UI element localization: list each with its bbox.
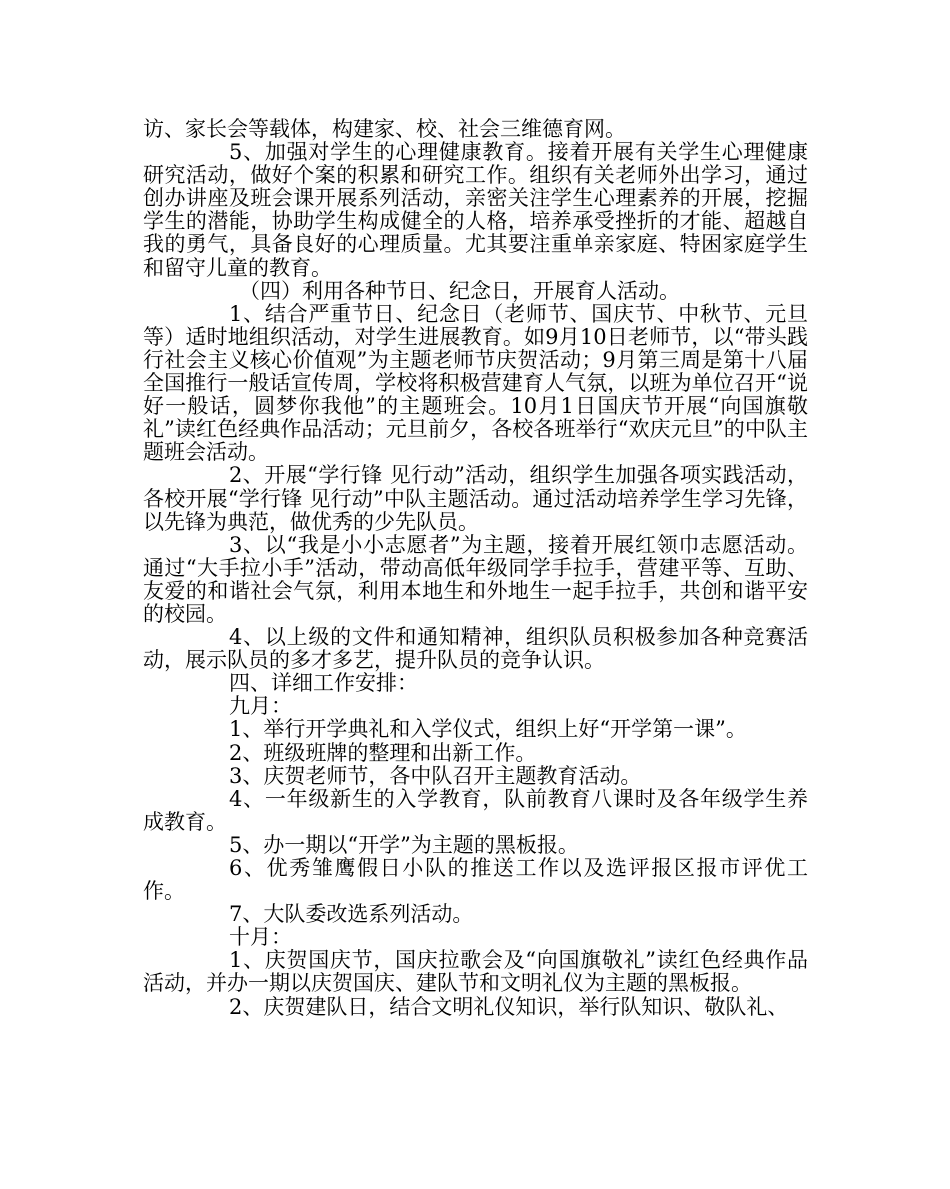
section-heading: （四）利用各种节日、纪念日，开展育人活动。	[239, 278, 680, 303]
month-heading: 十月：	[229, 925, 292, 950]
document-body	[143, 118, 808, 1019]
list-item: 5、办一期以“开学”为主题的黑板报。	[229, 832, 579, 857]
paragraph: 访、家长会等载体，构建家、校、社会三维德育网。	[143, 117, 626, 141]
list-item: 1、举行开学典礼和入学仪式，组织上好“开学第一课”。	[229, 717, 747, 742]
paragraph: 1、结合严重节日、纪念日（老师节、国庆节、中秋节、元旦等）适时地组织活动，对学生进展教育。如9月10日老师节，以“带头践行社会主义核心价值观”为主题老师节庆贺活动；9月第三周是第十八届全国推行一般话宣传周，学校将积极营建育人气氛，以班为单位召开“说好一般话，圆梦你我他”的主题班会。10月1日国庆节开展“向国旗敬礼”读红色经典作品活动；元旦前夕，各校各班举行“欢庆元旦”的中队主题班会活动。	[143, 301, 808, 465]
paragraph: 5、加强对学生的心理健康教育。接着开展有关学生心理健康研究活动，做好个案的积累和研究工作。组织有关老师外出学习，通过创办讲座及班会课开展系列活动，亲密关注学生心理素养的开展，挖掘学生的潜能，协助学生构成健全的人格，培养承受挫折的才能、超越自我的勇气，具备良好的心理质量。尤其要注重单亲家庭、特困家庭学生和留守儿童的教育。	[143, 140, 808, 280]
list-item: 7、大队委改选系列活动。	[229, 902, 474, 927]
list-item: 3、庆贺老师节，各中队召开主题教育活动。	[229, 763, 642, 788]
list-item: 2、班级班牌的整理和出新工作。	[229, 740, 537, 765]
list-item: 6、优秀雏鹰假日小队的推送工作以及选评报区报市评优工作。	[143, 856, 808, 904]
paragraph: 4、以上级的文件和通知精神，组织队员积极参加各种竞赛活动，展示队员的多才多艺，提升队员的竞争认识。	[143, 625, 808, 673]
paragraph: 2、开展“学行锋 见行动”活动，组织学生加强各项实践活动，各校开展“学行锋 见行动”中队主题活动。通过活动培养学生学习先锋，以先锋为典范，做优秀的少先队员。	[143, 463, 808, 534]
list-item: 4、一年级新生的入学教育，队前教育八课时及各年级学生养成教育。	[143, 786, 808, 834]
month-heading: 九月：	[229, 694, 292, 719]
list-item: 1、庆贺国庆节，国庆拉歌会及“向国旗敬礼”读红色经典作品活动，并办一期以庆贺国庆、建队节和文明礼仪为主题的黑板报。	[143, 948, 808, 996]
paragraph: 3、以“我是小小志愿者”为主题，接着开展红领巾志愿活动。通过“大手拉小手”活动，带动高低年级同学手拉手，营建平等、互助、友爱的和谐社会气氛，利用本地生和外地生一起手拉手，共创和谐平安的校园。	[143, 532, 808, 626]
section-heading: 四、详细工作安排：	[229, 671, 418, 696]
list-item: 2、庆贺建队日，结合文明礼仪知识，举行队知识、敬队礼、	[229, 994, 789, 1019]
